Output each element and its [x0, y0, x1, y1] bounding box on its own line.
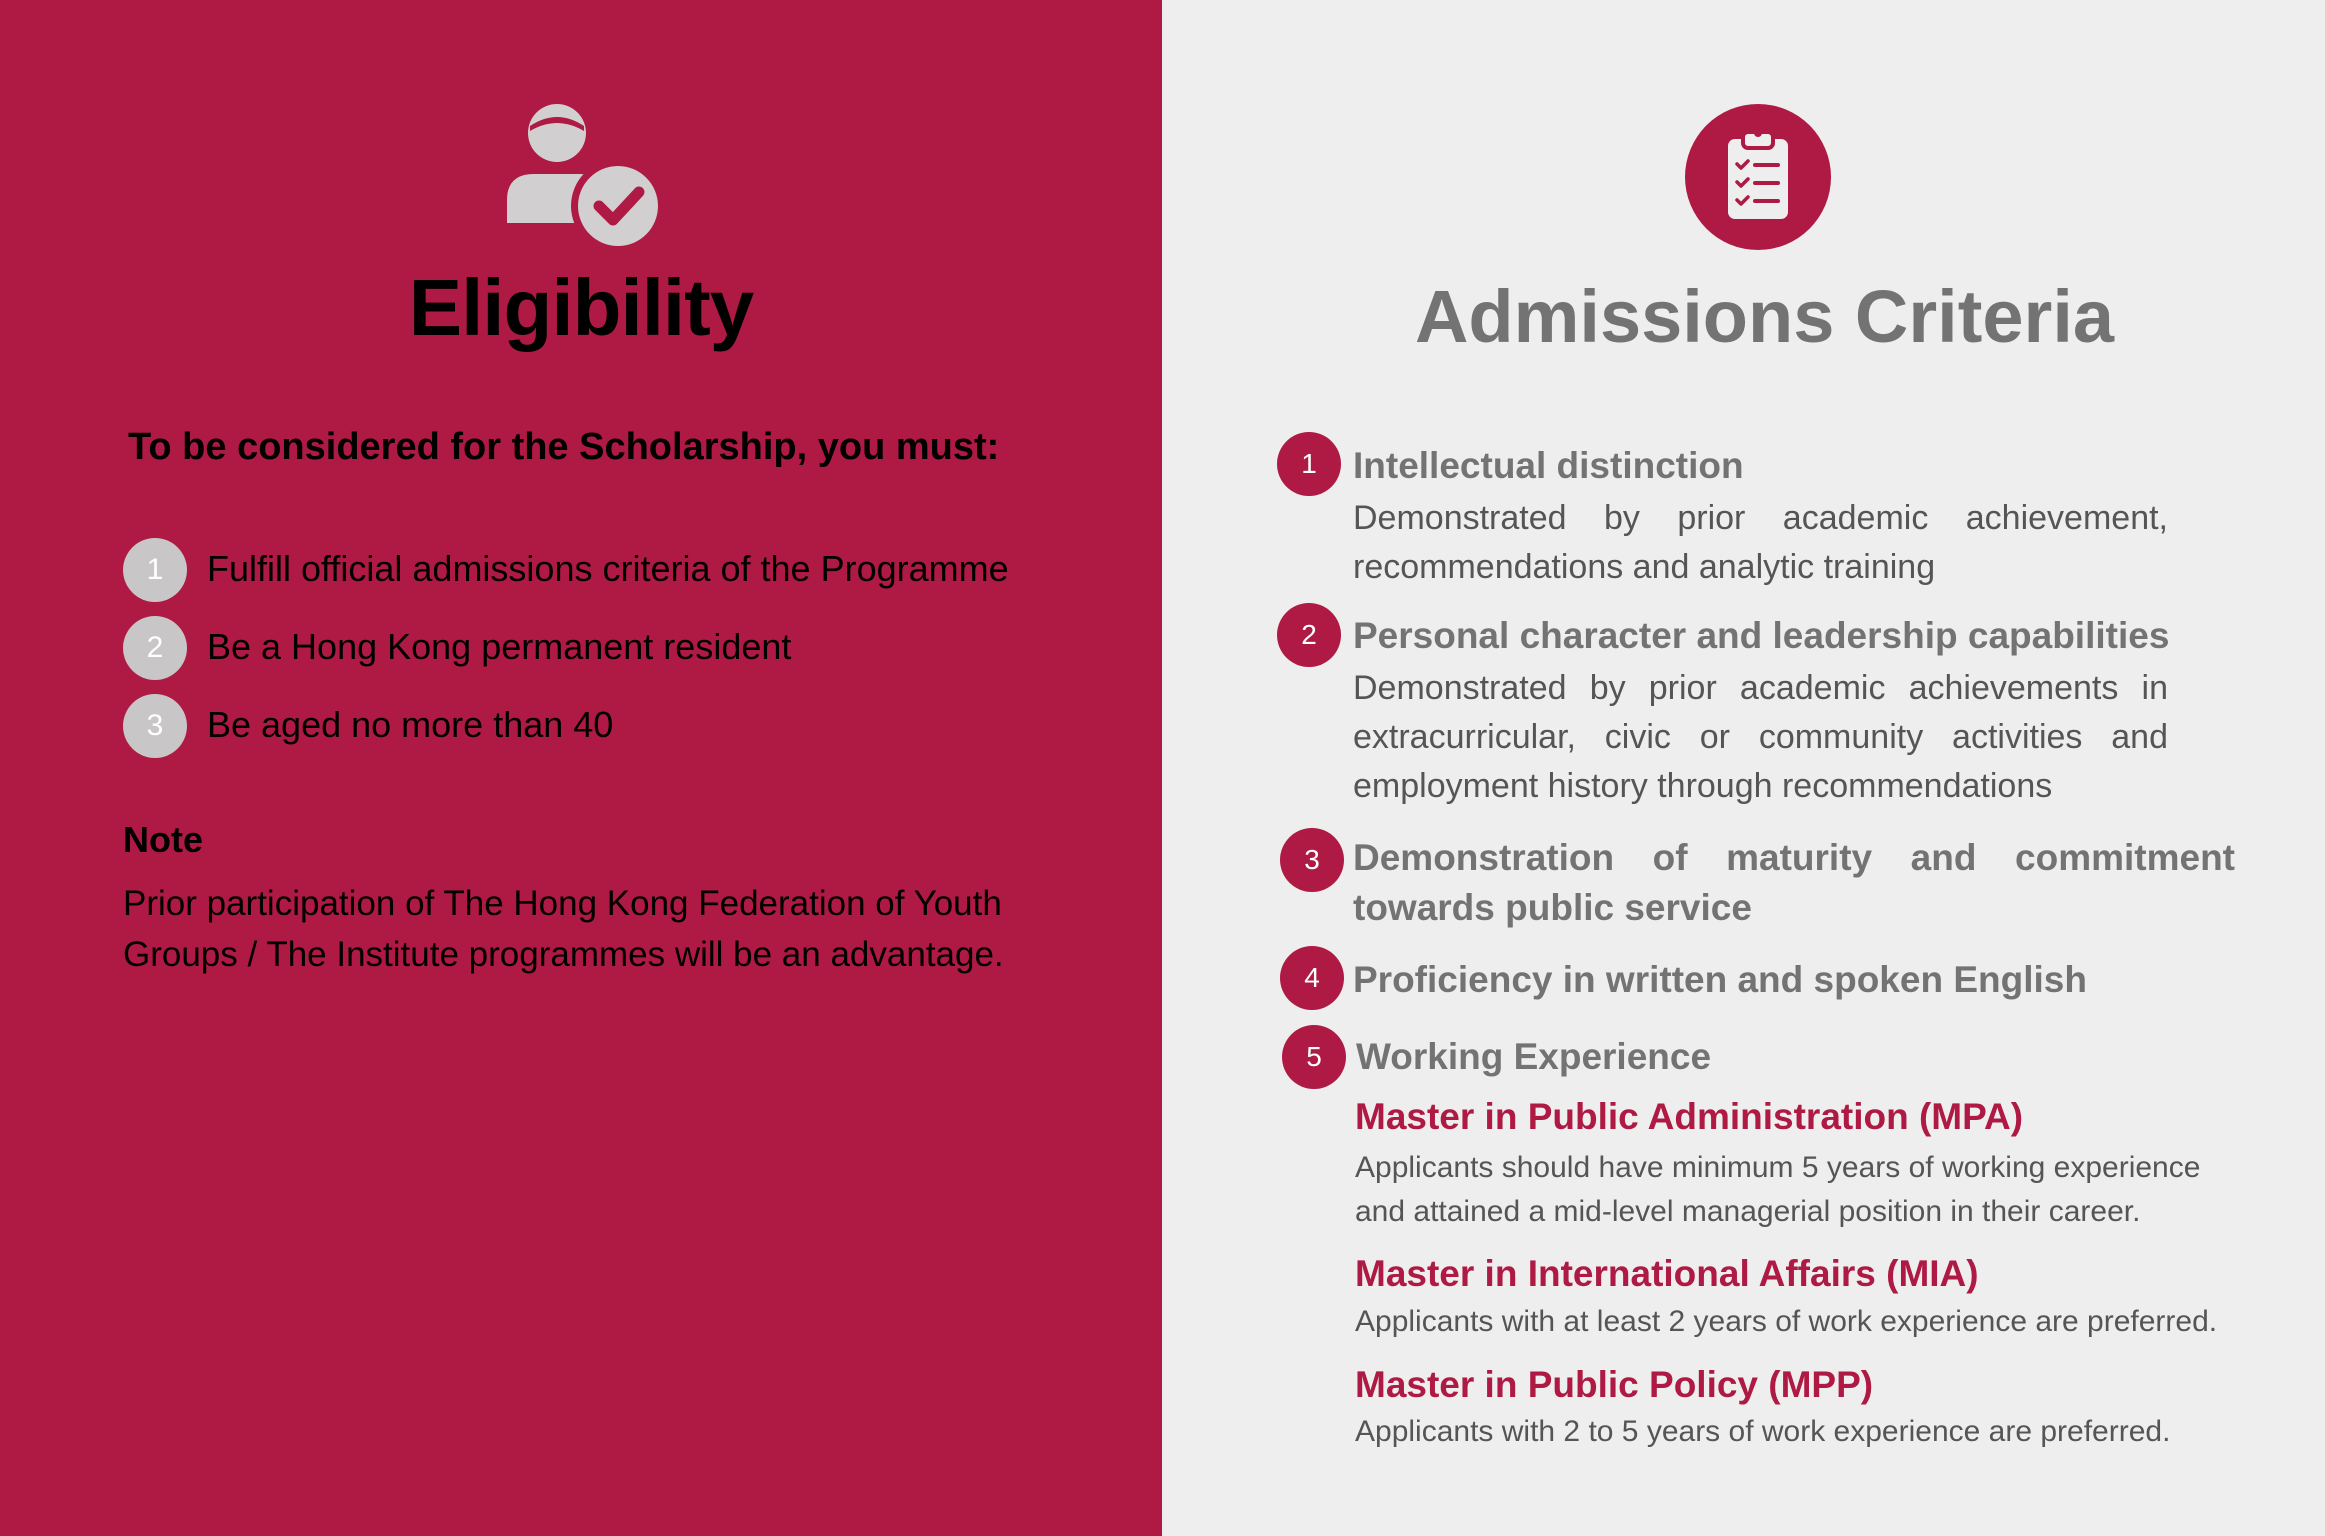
programme-title: Master in International Affairs (MIA) [1355, 1253, 1979, 1294]
note-text: Prior participation of The Hong Kong Federation of Youth Groups / The Institute programmes will be an advantage. [123, 884, 1004, 974]
list-item-text: Fulfill official admissions criteria of the Programme [207, 548, 1009, 589]
programme-description: Applicants with 2 to 5 years of work experience are preferred. [1355, 1415, 2171, 1448]
list-item-text: Be a Hong Kong permanent resident [207, 626, 792, 667]
criterion-description: Demonstrated by prior academic achievement, recommendations and analytic training [1353, 499, 2168, 586]
user-check-icon [500, 100, 670, 255]
clipboard-checklist-icon [1685, 104, 1831, 250]
note-label: Note [123, 819, 203, 860]
criterion-heading: Demonstration of maturity and commitment towards public service [1353, 837, 2235, 928]
criterion-heading: Working Experience [1356, 1036, 1712, 1077]
criterion-heading: Personal character and leadership capabilities [1353, 615, 2170, 656]
criterion-heading: Proficiency in written and spoken English [1353, 959, 2087, 1000]
number-badge: 1 [123, 538, 187, 602]
criterion-description: Demonstrated by prior academic achievements in extracurricular, civic or community activities and employment history through recommendations [1353, 669, 2168, 805]
number-badge: 3 [123, 694, 187, 758]
eligibility-title: Eligibility [408, 263, 754, 352]
programme-title: Master in Public Administration (MPA) [1355, 1096, 2024, 1137]
number-badge: 4 [1280, 946, 1344, 1010]
programme-description: Applicants should have minimum 5 years of working experience and attained a mid-level managerial position in their career. [1355, 1151, 2201, 1228]
programme-title: Master in Public Policy (MPP) [1355, 1364, 1874, 1405]
number-badge: 5 [1282, 1025, 1346, 1089]
admissions-title: Admissions Criteria [1414, 275, 2115, 358]
criterion-heading: Intellectual distinction [1353, 445, 1744, 486]
eligibility-intro: To be considered for the Scholarship, you must: [128, 426, 1000, 468]
list-item-text: Be aged no more than 40 [207, 704, 614, 745]
number-badge: 2 [1277, 603, 1341, 667]
programme-description: Applicants with at least 2 years of work experience are preferred. [1355, 1305, 2218, 1338]
number-badge: 3 [1280, 828, 1344, 892]
number-badge: 1 [1277, 432, 1341, 496]
number-badge: 2 [123, 616, 187, 680]
